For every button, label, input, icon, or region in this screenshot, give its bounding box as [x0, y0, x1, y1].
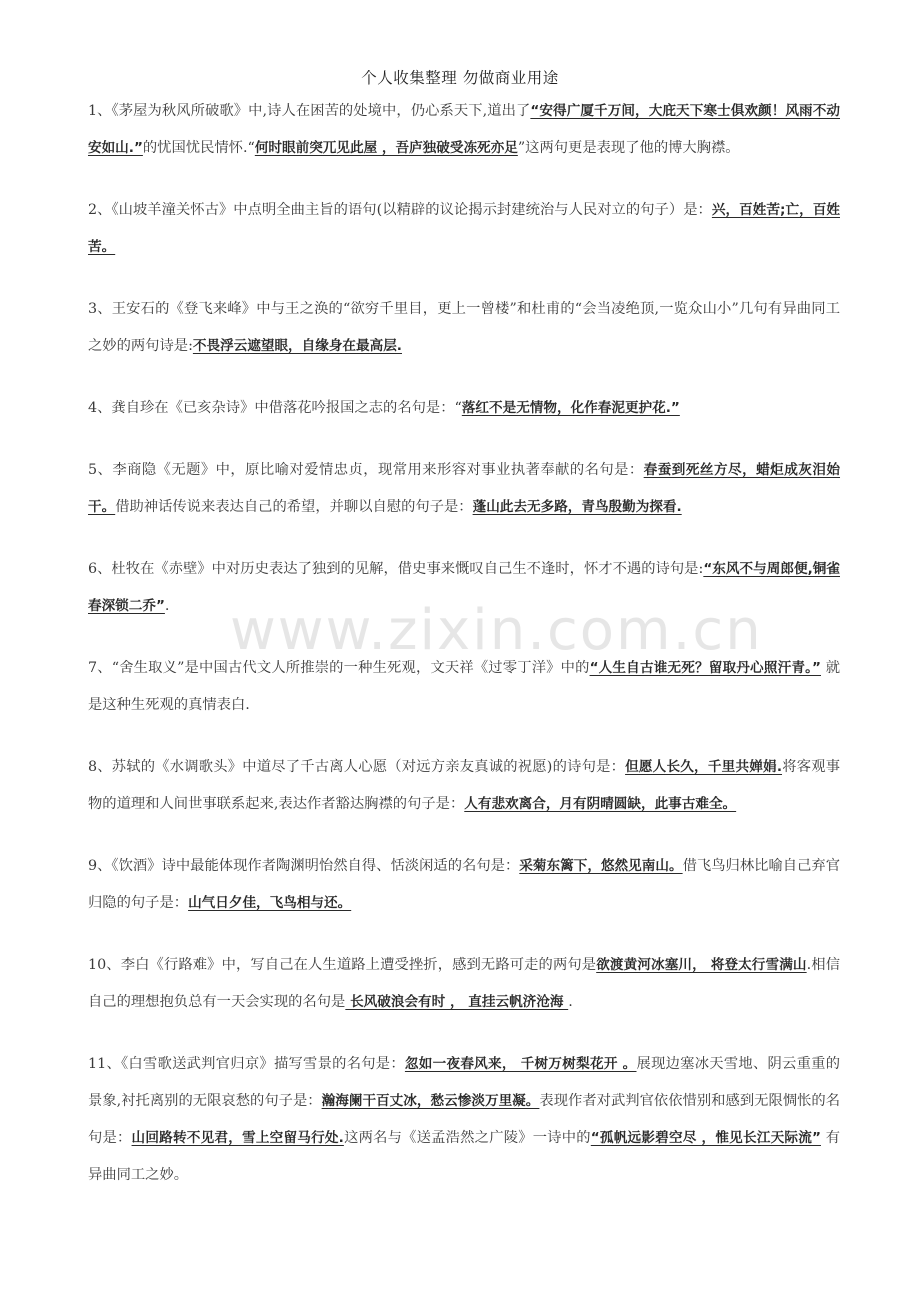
question-text: 借助神话传说来表达自己的希望，并聊以自慰的句子是： [115, 499, 473, 515]
answer-text: 落红不是无情物，化作春泥更护花.” [461, 400, 680, 416]
answer-text: 长风破浪会有时 ， 直挂云帆济沧海 [345, 994, 569, 1010]
question-item-3 [88, 291, 840, 365]
question-item-6 [88, 551, 840, 625]
question-item-11 [88, 1046, 840, 1194]
answer-text: 但愿人长久，千里共婵娟. [625, 759, 783, 775]
question-text: 借飞鸟归林比喻自己弃官归隐的句子是： [88, 858, 840, 911]
question-text: 有异曲同工之妙。 [88, 1130, 841, 1183]
question-text: 8、苏轼的《水调歌头》中道尽了千古离人心愿（对远方亲友真诚的祝愿)的诗句是： [88, 759, 626, 775]
question-item-10 [88, 947, 840, 1021]
question-text: 1、《茅屋为秋风所破歌》中,诗人在困苦的处境中，仍心系天下,道出了 [88, 103, 531, 119]
question-text: 展现边塞冰天雪地、阴云重重的景象,衬托离别的无限哀愁的句子是： [88, 1056, 841, 1109]
question-item-9 [88, 848, 840, 922]
question-text: 2、《山坡羊潼关怀古》中点明全曲主旨的语句(以精辟的议论揭示封建统治与人民对立的句子）是： [88, 202, 712, 218]
answer-text: 何时眼前突兀见此屋 ，吾庐独破受冻死亦足 [254, 140, 518, 156]
page-header: 个人收集整理 勿做商业用途 [361, 69, 559, 87]
answer-text: 不畏浮云遮望眼，自缘身在最高层. [192, 338, 402, 354]
question-text: 4、龚自珍在《已亥杂诗》中借落花吟报国之志的名句是：“ [88, 400, 462, 416]
question-text: . [568, 994, 573, 1010]
answer-text: 欲渡黄河冰塞川， 将登太行雪满山 [596, 957, 807, 973]
question-text: 7、“舍生取义”是中国古代文人所推崇的一种生死观，文天祥《过零丁洋》中的 [88, 660, 590, 676]
answer-text: 采菊东篱下，悠然见南山。 [519, 858, 683, 874]
answer-text: 山气日夕佳，飞鸟相与还。 [188, 895, 352, 911]
question-text: 10、李白《行路难》中，写自己在人生道路上遭受挫折，感到无路可走的两句是 [88, 957, 597, 973]
answer-text: 兴，百姓苦;亡，百姓苦。 [88, 202, 840, 255]
question-text: 的忧国忧民情怀.“ [142, 140, 255, 156]
answer-text: 山回路转不见君，雪上空留马行处. [131, 1130, 344, 1146]
question-text: 5、李商隐《无题》中，原比喻对爱情忠贞，现常用来形容对事业执著奉献的名句是： [88, 462, 644, 478]
answer-text: “东风不与周郎便,铜雀春深锁二乔” [88, 561, 840, 614]
question-item-1 [88, 93, 840, 167]
answer-text: 忽如一夜春风来， 千树万树梨花开 。 [404, 1056, 637, 1072]
question-text: 就是这种生死观的真情表白. [88, 660, 840, 713]
question-text: 9、《饮酒》诗中最能体现作者陶渊明怡然自得、恬淡闲适的名句是： [88, 858, 520, 874]
question-item-5 [88, 452, 840, 526]
answer-text: 人有悲欢离合，月有阴晴圆缺，此事古难全。 [464, 796, 737, 812]
answer-text: 春蚕到死丝方尽，蜡炬成灰泪始干。 [88, 462, 841, 515]
question-item-2 [88, 192, 840, 266]
question-text: 这两名与《送孟浩然之广陵》一诗中的 [343, 1130, 591, 1146]
answer-text: “安得广厦千万间，大庇天下寒士俱欢颜！风雨不动安如山.” [88, 103, 840, 156]
question-text: . [164, 598, 170, 614]
question-text: 11、《白雪歌送武判官归京》描写雪景的名句是： [88, 1056, 405, 1072]
question-text: 将客观事物的道理和人间世事联系起来,表达作者豁达胸襟的句子是： [88, 759, 841, 812]
question-text: .相信自己的理想抱负总有一天会实现的名句是 [88, 957, 841, 1010]
answer-text: “人生自古谁无死？留取丹心照汗青。” [589, 660, 821, 676]
question-text: 表现作者对武判官依依惜别和感到无限惆怅的名句是： [88, 1093, 841, 1146]
question-text: ”这两句更是表现了他的博大胸襟。 [517, 140, 740, 156]
question-text: 6、杜牧在《赤壁》中对历史表达了独到的见解，借史事来慨叹自己生不逢时，怀才不遇的诗句是: [88, 561, 704, 577]
question-text: 3、王安石的《登飞来峰》中与王之涣的“欲穷千里目，更上一曾楼”和杜甫的“会当凌绝顶,一览众山小”几句有异曲同工之妙的两句诗是: [88, 301, 840, 354]
answer-text: “孤帆远影碧空尽 ，惟见长江天际流” [590, 1130, 821, 1146]
question-item-7 [88, 650, 840, 724]
watermark: www.zixin.com.cn [230, 598, 763, 663]
question-item-4 [88, 390, 840, 427]
question-item-8 [88, 749, 840, 823]
answer-text: 瀚海阑干百丈冰，愁云惨淡万里凝。 [321, 1093, 540, 1109]
document-body [88, 93, 840, 1219]
answer-text: 蓬山此去无多路，青鸟殷勤为探看. [472, 499, 682, 515]
